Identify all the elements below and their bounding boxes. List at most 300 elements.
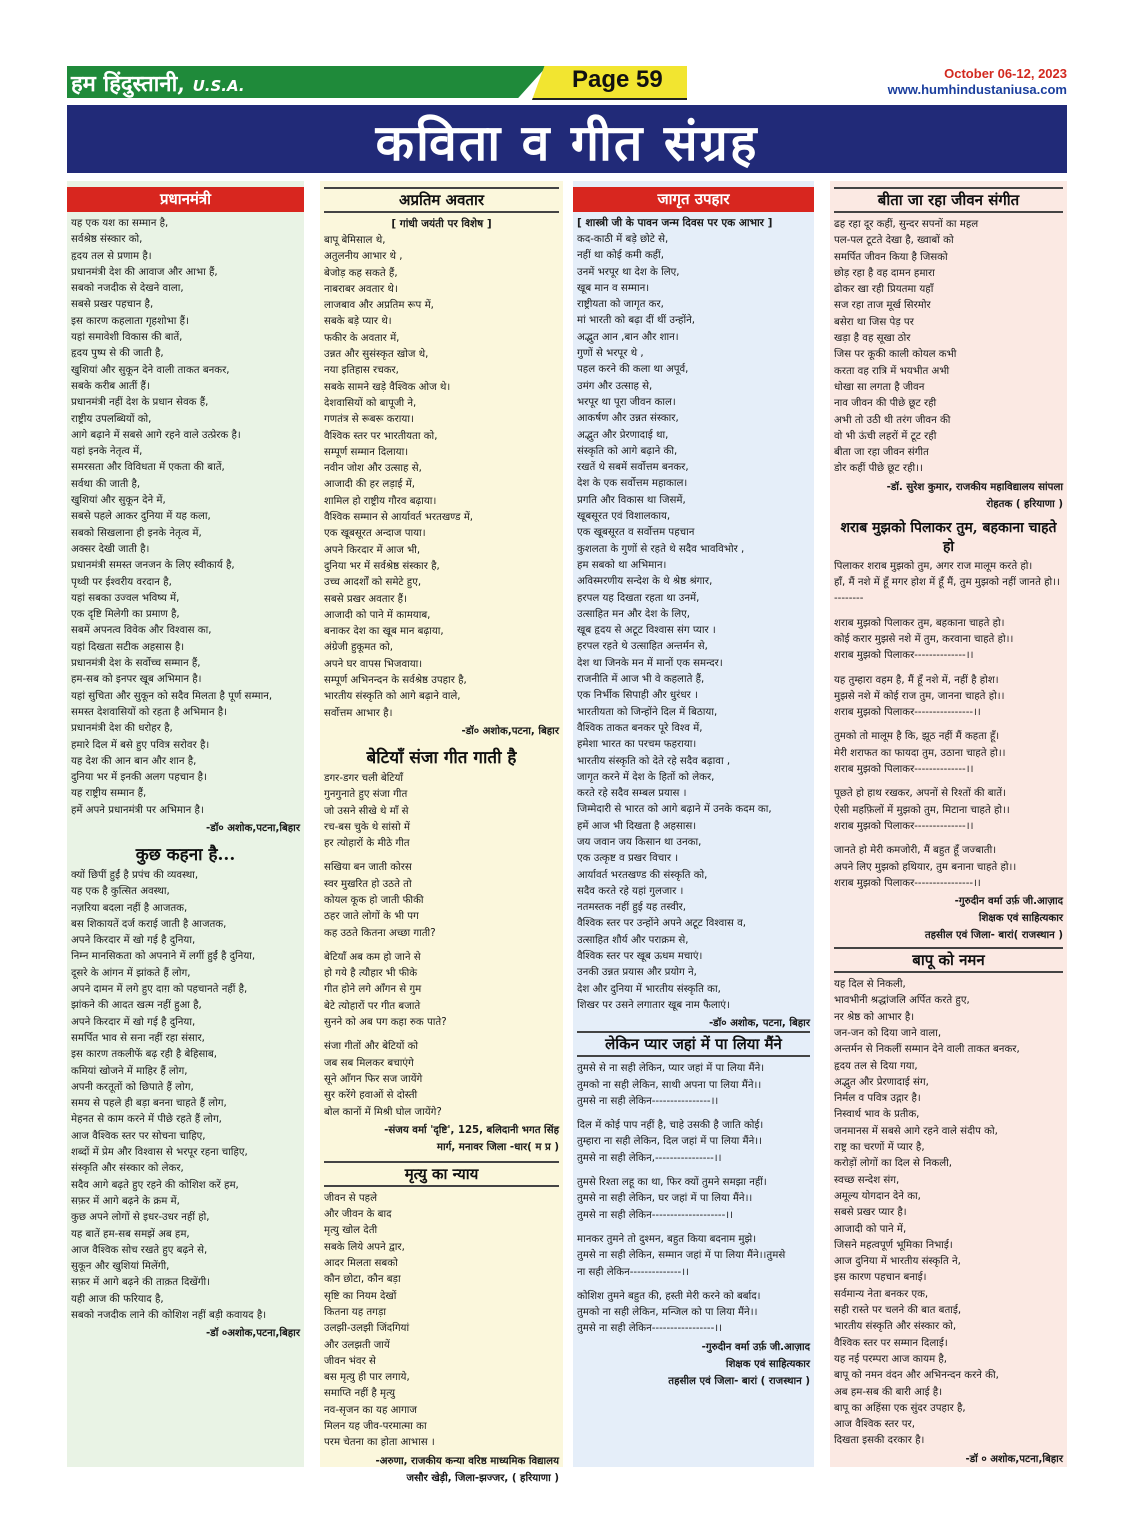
poem-line: मां भारती को बढ़ा दीं थीं उन्होंने, bbox=[577, 315, 695, 327]
poem-line: शराब मुझको पिलाकर----------------।। bbox=[834, 707, 981, 719]
poem-line: प्रधानमंत्री देश की धरोहर है, bbox=[71, 723, 173, 735]
poem-line: कोयल कूक हो जाती फीकी bbox=[324, 894, 424, 906]
poem-line: वैश्विक स्तर पर उन्होंने अपने अटूट विश्वास व, bbox=[577, 918, 747, 930]
poem-line: हृदय तल से प्रणाम है। bbox=[71, 250, 152, 262]
poem-line: वैश्विक सम्मान से आर्यावर्त भरतखण्ड में, bbox=[324, 512, 474, 524]
poem-line: उलझी-उलझी जिंदगियां bbox=[324, 1323, 410, 1335]
poem-line: जागृत करने में देश के हितों को लेकर, bbox=[577, 771, 715, 783]
poem-line: जिसने महत्वपूर्ण भूमिका निभाई। bbox=[834, 1239, 953, 1251]
poem-line: दूसरे के आंगन में झांकते हैं लोग, bbox=[71, 967, 191, 979]
poem-line: ठहर जाते लोगों के भी पग bbox=[324, 911, 419, 923]
poem-title-jagrit-uphar: जागृत उपहार bbox=[573, 187, 814, 212]
poem-line: आज वैश्विक सोच रखते हुए बढ़ने से, bbox=[71, 1244, 208, 1256]
poem-line: अपने दामन में लगे हुए दाग़ को पहचानते नहीं है, bbox=[71, 984, 248, 996]
poem-line: सर्वथा की जाती है, bbox=[71, 478, 141, 490]
column-1 bbox=[67, 181, 304, 1467]
poem-line: सही रास्ते पर चलने की बात बताई, bbox=[834, 1305, 962, 1317]
poem-note: [ गांधी जयंती पर विशेष ] bbox=[391, 218, 492, 230]
poem-line: नव-सृजन का यह आगाज bbox=[324, 1404, 417, 1416]
poem-line: डगर-डगर चली बेटियाँ bbox=[324, 772, 404, 784]
poem-line: और जीवन के बाद bbox=[324, 1209, 392, 1221]
poem-line: हरपल रहते थे उत्साहित अन्तर्मन से, bbox=[577, 641, 708, 653]
poem-line: गीत होने लगे आँगन से गुम bbox=[324, 984, 422, 996]
poem-line: भारतीय संस्कृति को देते रहे सदैव बढ़ावा , bbox=[577, 755, 731, 767]
poem-line: परम चेतना का होता आभास । bbox=[324, 1437, 435, 1449]
poem-line: भावभीनी श्रद्धांजलि अर्पित करते हुए, bbox=[834, 995, 970, 1007]
poem-line: रखतें थे सबमें सर्वोत्तम बनकर, bbox=[577, 462, 689, 474]
poem-line: गणतंत्र से रूबरू कराया। bbox=[324, 414, 414, 426]
poem-line: स्वच्छ सन्देश संग, bbox=[834, 1174, 900, 1186]
poem-line: हमें अपने प्रधानमंत्री पर अभिमान है। bbox=[71, 804, 204, 816]
poem-line: बेटे त्योहारों पर गीत बजाते bbox=[324, 1000, 421, 1012]
poem-line: यही आज की फरियाद है, bbox=[71, 1293, 164, 1305]
poem-line: मेहनत से काम करने में पीछे रहते हैं लोग, bbox=[71, 1114, 222, 1126]
poem-line: सूने आँगन फिर सज जायेंगे bbox=[324, 1073, 423, 1085]
poem-line: वो भी ऊंची लहरों में टूट रही bbox=[834, 430, 937, 442]
poem-line: नाव जीवन की पीछे छूट रही bbox=[834, 398, 937, 410]
poem-line: कौन छोटा, कौन बड़ा bbox=[324, 1274, 401, 1286]
poem-credit: -अरुणा, राजकीय कन्या वरिष्ठ माध्यमिक विद्यालय bbox=[375, 1455, 559, 1467]
poem-line: खूबसूरत एवं विशालकाय, bbox=[577, 511, 671, 523]
poem-line: बापू बेमिसाल थे, bbox=[324, 235, 386, 246]
poem-line: भारतीय संस्कृति और संस्कार को, bbox=[834, 1321, 957, 1333]
poem-line: कमियां खोजने में माहिर हैं लोग, bbox=[71, 1065, 188, 1077]
column-3 bbox=[573, 181, 814, 1467]
poem-line: यह दिल से निकली, bbox=[834, 979, 906, 991]
poem-line: तुमसे ना सही लेकिन,----------------।। bbox=[577, 1152, 722, 1164]
poem-line: बस शिकायतें दर्ज कराई जाती है आजतक, bbox=[71, 918, 227, 930]
poem-line: यहां दिखता सटीक अहसास है। bbox=[71, 641, 185, 653]
poem-mrityu bbox=[324, 1191, 559, 1452]
poem-pyar-stanza bbox=[577, 1118, 810, 1167]
poem-line: इस कारण तकलीफें बढ़ रही है बेहिसाब, bbox=[71, 1049, 217, 1061]
poem-line: संजा गीतों और बेटियों को bbox=[324, 1041, 419, 1053]
poem-line: कद-काठी में बड़े छोटे से, bbox=[577, 234, 669, 245]
poem-line: तुमको ना सही लेकिन, साथी अपना पा लिया मैंने।। bbox=[577, 1079, 762, 1091]
poem-line: यह देश की आन बान और शान है, bbox=[71, 755, 197, 767]
poem-line: देश था जिनके मन में मानों एक समन्दर। bbox=[577, 657, 723, 669]
poem-line: मेरी शराफत का फायदा तुम, उठाना चाहते हो।। bbox=[834, 747, 1006, 759]
poem-line: झांकने की आदत खत्म नहीं हुआ है, bbox=[71, 1000, 202, 1012]
poem-sharab-stanza bbox=[834, 673, 1063, 722]
poem-line: ढह रहा दूर कहीं, सुन्दर सपनों का महल bbox=[834, 219, 979, 230]
poem-title-apratim-avatar: अप्रतिम अवतार bbox=[324, 187, 559, 213]
poem-line: जीवन से पहले bbox=[324, 1192, 377, 1204]
poem-line: यह तुम्हारा वहम है, मैं हूँ नशे में, नहीं है होश। bbox=[834, 674, 999, 686]
poem-betiyan-stanza bbox=[324, 860, 559, 941]
poem-line: प्रधानमंत्री नहीं देश के प्रधान सेवक हैं, bbox=[71, 397, 209, 409]
poem-title-kuch-kehna: कुछ कहना है... bbox=[135, 844, 236, 865]
website-link[interactable]: www.humhindustaniusa.com bbox=[887, 82, 1067, 97]
poem-line: सबमें अपनत्व विवेक और विश्वास का, bbox=[71, 625, 212, 637]
column-2 bbox=[320, 181, 563, 1484]
poem-title-bapu-namam: बापू को नमन bbox=[834, 947, 1063, 973]
poem-credit: जसौर खेड़ी, जिला-झज्जर, ( हरियाणा ) bbox=[406, 1472, 559, 1484]
poem-line: मृत्यु खोल देती bbox=[324, 1225, 378, 1237]
poem-credit: -डॉ० अशोक,पटना,बिहार bbox=[206, 822, 300, 834]
poem-line: खड़ा है वह सूखा ठोर bbox=[834, 333, 911, 345]
poem-line: निस्वार्थ भाव के प्रतीक, bbox=[834, 1109, 920, 1121]
poem-line: सुनने को अब पग कहा रुक पाते? bbox=[324, 1017, 447, 1029]
poem-line: यह एक है कुत्सित अवस्था, bbox=[71, 886, 170, 898]
poem-line: गुनगुनाते हुए संजा गीत bbox=[324, 789, 408, 801]
poem-line: तुमसे ना सही लेकिन--------------------।। bbox=[577, 1209, 733, 1221]
poem-line: ढोकर खा रही प्रियतमा यहाँ bbox=[834, 284, 934, 296]
poem-line: बेटियाँ अब कम हो जाने से bbox=[324, 951, 421, 963]
poem-line: अंग्रेजी हुकूमत को, bbox=[324, 642, 394, 654]
poem-line: संस्कृति और संस्कार को लेकर, bbox=[71, 1163, 184, 1175]
poem-pyar-stanza bbox=[577, 1232, 810, 1281]
poem-line: प्रधानमंत्री देश की आवाज और आभा हैं, bbox=[71, 266, 218, 278]
poem-line: क्यों छिपीं हुईं है प्रपंच की व्यवस्था, bbox=[71, 869, 199, 881]
poem-line: वैश्विक स्तर पर भारतीयता को, bbox=[324, 430, 438, 442]
poem-line: डोर कहीं पीछे छूट रही।। bbox=[834, 463, 923, 475]
poem-line: नवीन जोश और उत्साह से, bbox=[324, 463, 422, 475]
poem-line: भरपूर था पूरा जीवन काल। bbox=[577, 396, 676, 408]
poem-line: अपने किरदार में आज भी, bbox=[324, 544, 421, 556]
poem-line: समर्पित भाव से सना नहीं रहा संसार, bbox=[71, 1032, 205, 1044]
poem-line: बापू को नमन वंदन और अभिनन्दन करने की, bbox=[834, 1370, 999, 1382]
poem-line: जन-जन को दिया जाने वाला, bbox=[834, 1027, 942, 1039]
poem-line: समस्त देशवासियों को रहता है अभिमान है। bbox=[71, 706, 228, 718]
poem-title-betiyan: बेटियाँ संजा गीत गाती है bbox=[366, 747, 517, 768]
poem-line: सम्पूर्ण सम्मान दिलाया। bbox=[324, 446, 409, 458]
poem-sharab-stanza bbox=[834, 843, 1063, 892]
poem-line: जनमानस में सबसे आगे रहने वाले संदीप को, bbox=[834, 1125, 998, 1137]
poem-line: करता वह रात्रि में भयभीत अभी bbox=[834, 365, 950, 377]
poem-line: हरपल यह दिखता रहता था उनमें, bbox=[577, 592, 700, 604]
poem-line: सखिया बन जाती कोरस bbox=[324, 862, 412, 874]
poem-line: सबसे पहले आकर दुनिया में यह कला, bbox=[71, 511, 211, 523]
poem-line: जब सब मिलकर बचाएंगे bbox=[324, 1057, 414, 1069]
poem-line: प्रगति और विकास था जिसमें, bbox=[577, 494, 686, 506]
poem-line: यह नई परम्परा आज कायम है, bbox=[834, 1353, 948, 1365]
poem-line: देशवासियों को बापूजी ने, bbox=[324, 397, 417, 409]
poem-credit: मार्ग, मनावर जिला -धार( म प्र ) bbox=[436, 1141, 559, 1153]
poem-line: खुशियां और सुकून देने वाली ताकत बनकर, bbox=[71, 364, 230, 376]
poem-line: हृदय तल से दिया गया, bbox=[834, 1060, 918, 1072]
poem-line: नया इतिहास रचकर, bbox=[324, 365, 399, 377]
poem-line: आज दुनिया में भारतीय संस्कृति ने, bbox=[834, 1256, 961, 1268]
poem-line: नाबराबर अवतार थे। bbox=[324, 283, 398, 295]
poem-pradhanmantri bbox=[71, 216, 300, 819]
poem-line: रच-बस चुके थे सांसो में bbox=[324, 821, 410, 833]
poem-credit: शिक्षक एवं साहित्यकार bbox=[978, 913, 1063, 925]
poem-betiyan-stanza bbox=[324, 771, 559, 852]
poem-line: आगे बढ़ाने में सबसे आगे रहने वाले उत्प्रेरक है। bbox=[71, 429, 241, 441]
poem-credit: -गुरुदीन वर्मा उर्फ़ जी.आज़ाद bbox=[701, 1341, 810, 1353]
poem-line: राष्ट्रीयता को जागृत कर, bbox=[577, 299, 664, 311]
poem-credit: -संजय वर्मा 'दृष्टि', 125, बलिदानी भगत सिंह bbox=[384, 1124, 559, 1136]
poem-line: कह उठते कितना अच्छा गाती? bbox=[324, 927, 436, 939]
poem-bapu-namam bbox=[834, 977, 1063, 1450]
poem-line: पिलाकर शराब मुझको तुम, अगर राज मालूम करते हो। bbox=[834, 560, 1033, 572]
poem-line: समरसता और विविधता में एकता की बातें, bbox=[71, 462, 225, 474]
poem-line: शिखर पर उसने लगातार खूब नाम फैलाएं। bbox=[577, 999, 730, 1011]
poem-line: हमारे दिल में बसे हुए पवित्र सरोवर है। bbox=[71, 739, 210, 751]
poem-line: सदैव आगे बढ़ते हुए रहने की कोशिश करें हम, bbox=[71, 1179, 239, 1191]
poem-line: ऐसी महफ़िलों में मुझको तुम, मिटाना चाहते हो।। bbox=[834, 804, 1010, 816]
poem-line: खुशियां और सुकून देने में, bbox=[71, 495, 166, 507]
poem-line: बीता जा रहा जीवन संगीत bbox=[834, 447, 929, 459]
poem-line: प्रधानमंत्री देश के सर्वोच्च सम्मान हैं, bbox=[71, 658, 201, 670]
poem-credit: -गुरुदीन वर्मा उर्फ़ जी.आज़ाद bbox=[954, 896, 1063, 908]
poem-betiyan-stanza bbox=[324, 950, 559, 1031]
poem-line: एक उत्कृष्ट व प्रखर विचार । bbox=[577, 853, 679, 865]
poem-line: ना सही लेकिन--------------।। bbox=[577, 1266, 689, 1278]
poem-line: उत्साहित शौर्य और पराक्रम से, bbox=[577, 934, 689, 946]
poem-line: हर त्योहारों के मीठे गीत bbox=[324, 838, 410, 850]
poem-line: निर्मल व पवित्र उद्गार है। bbox=[834, 1093, 921, 1105]
column-4 bbox=[830, 181, 1067, 1467]
poem-line: शामिल हो राष्ट्रीय गौरव बढ़ाया। bbox=[324, 495, 437, 507]
poem-line: तुमसे ना सही लेकिन-----------------।। bbox=[577, 1323, 722, 1335]
poem-line: पृथ्वी पर ईश्वरीय वरदान है, bbox=[71, 576, 172, 588]
poem-line: समय से पहले ही बड़ा बनना चाहते हैं लोग, bbox=[71, 1098, 227, 1110]
poem-line: एक खूबसूरत अन्दाज पाया। bbox=[324, 528, 426, 540]
poem-line: तुम्हारा ना सही लेकिन, दिल जहां में पा लिया मैंने।। bbox=[577, 1136, 763, 1148]
poem-line: समर्पित जीवन किया है जिसको bbox=[834, 251, 948, 263]
poem-line: आर्यावर्त भरतखण्ड की संस्कृति को, bbox=[577, 869, 708, 881]
poem-line: जिम्मेदारी से भारत को आगे बढ़ाने में उनके कदम का, bbox=[577, 804, 772, 816]
poem-line: सुर करेंगे हवाओं से दोस्ती bbox=[324, 1090, 418, 1102]
poem-line: सफ़र में आगे बढ़ने की ताक़त दिखेंगी। bbox=[71, 1277, 210, 1289]
poem-line: आजादी को पाने में, bbox=[834, 1223, 907, 1235]
poem-line: पल-पल टूटते देखा है, ख्वाबों को bbox=[834, 235, 954, 247]
poem-jagrit-uphar bbox=[577, 232, 810, 1014]
poem-line: हम-सब को इनपर खूब अभिमान है। bbox=[71, 674, 202, 686]
poem-line: बस मृत्यु ही पार लगाये, bbox=[324, 1372, 410, 1384]
poem-title-pradhanmantri: प्रधानमंत्री bbox=[67, 187, 304, 212]
poem-line: कोई करार मुझसे नशे में तुम, करवाना चाहते हो।। bbox=[834, 633, 1014, 645]
poem-line: बापू का अहिंसा एक सुंदर उपहार है, bbox=[834, 1402, 966, 1414]
poem-line: देश और दुनिया में भारतीय संस्कृति का, bbox=[577, 983, 721, 995]
poem-line: मानकर तुमने तो दुश्मन, बहुत किया बदनाम मुझे। bbox=[577, 1233, 757, 1245]
poem-line: कुछ अपने लोगों से इधर-उधर नहीं हो, bbox=[71, 1212, 210, 1224]
poem-line: जानते हो मेरी कमजोरी, मैं बहुत हूँ जज्बाती। bbox=[834, 845, 997, 857]
poem-line: तुमसे ना सही लेकिन, घर जहां में पा लिया मैंने।। bbox=[577, 1193, 753, 1205]
poem-line: तुमको तो मालूम है कि, झूठ नहीं मैं कहता हूँ। bbox=[834, 731, 1000, 743]
poem-line: शब्दों में प्रेम और विश्वास से भरपूर रहना चाहिए, bbox=[71, 1147, 248, 1159]
poem-line: आज वैश्विक स्तर पर सोचना चाहिए, bbox=[71, 1130, 206, 1142]
poem-line: एक निर्भीक सिपाही और धुरंधर । bbox=[577, 690, 698, 702]
poem-line: आदर मिलता सबको bbox=[324, 1258, 398, 1270]
poem-title-jeevan-sangeet: बीता जा रहा जीवन संगीत bbox=[834, 187, 1063, 213]
section-banner bbox=[67, 105, 1067, 173]
section-title: कविता व गीत संग्रह bbox=[375, 114, 759, 172]
poem-pyar-stanza bbox=[577, 1061, 810, 1110]
poem-line: तुमसे ना सही लेकिन, सम्मान जहां में पा लिया मैंने।।तुमसे bbox=[577, 1250, 786, 1262]
poem-line: उनमें भरपूर था देश के लिए, bbox=[577, 266, 680, 278]
poem-line: सबको नजदीक से देखने वाला, bbox=[71, 283, 184, 295]
poem-line: पहल करने की कला था अपूर्व, bbox=[577, 364, 689, 376]
poem-line: बेजोड़ कह सकते हैं, bbox=[324, 267, 398, 279]
poem-line: अपने किरदार में खो गई है दुनिया, bbox=[71, 935, 196, 947]
poem-line: इस कारण कहलाता गृहशोभा हैं। bbox=[71, 315, 189, 327]
poem-line: अद्भुत आन ,बान और शान। bbox=[577, 331, 679, 343]
poem-line: शराब मुझको पिलाकर----------------।। bbox=[834, 877, 981, 889]
poem-line: यहां समावेशी विकास की बातें, bbox=[71, 332, 183, 344]
poem-line: फकीर के अवतार में, bbox=[324, 332, 400, 344]
poem-line: लाजबाव और अप्रतिम रूप में, bbox=[324, 300, 434, 312]
poem-line: सबसे प्रखर प्यार है। bbox=[834, 1207, 907, 1219]
poem-line: अपने किरदार में खो गई है दुनिया, bbox=[71, 1016, 196, 1028]
poem-line: भारतीय संस्कृति को आगे बढ़ाने वाले, bbox=[324, 691, 461, 703]
poem-line: नतमस्तक नहीं हुई यह तस्वीर, bbox=[577, 902, 687, 914]
poem-line: समाप्ति नहीं है मृत्यु bbox=[324, 1388, 395, 1400]
poem-line: आजादी को पाने में कामयाब, bbox=[324, 609, 431, 621]
poem-line: तुमसे ना सही लेकिन----------------।। bbox=[577, 1095, 719, 1107]
poem-line: आकर्षण और उन्नत संस्कार, bbox=[577, 413, 679, 425]
poem-line: एक दृष्टि मिलेगी का प्रमाण है, bbox=[71, 609, 180, 621]
poem-line: पूछते हो हाथ रखकर, अपनों से रिश्तों की बातें। bbox=[834, 788, 1006, 800]
poem-line: सबसे प्रखर अवतार हैं। bbox=[324, 593, 407, 605]
poem-line: कुशलता के गुणों से रहते थे सदैव भावविभोर , bbox=[577, 543, 745, 555]
poem-pyar-stanza bbox=[577, 1175, 810, 1224]
poem-sharab-stanza bbox=[834, 786, 1063, 835]
poem-credit: तहसील एवं जिला- बारां( राजस्थान ) bbox=[924, 930, 1063, 942]
poem-line: उच्च आदर्शों को समेटे हुए, bbox=[324, 577, 422, 589]
poem-line: सर्वोत्तम आभार है। bbox=[324, 707, 393, 719]
brand-usa: U.S.A. bbox=[192, 77, 245, 95]
poem-line: जय जवान जय किसान था उनका, bbox=[577, 836, 702, 848]
poem-betiyan-stanza bbox=[324, 1039, 559, 1120]
poem-line: शराब मुझको पिलाकर--------------।। bbox=[834, 764, 974, 776]
poem-credit: -डॉ० अशोक,पटना, बिहार bbox=[461, 725, 559, 737]
poem-line: दुनिया भर में इनकी अलग पहचान है। bbox=[71, 772, 207, 784]
poem-line: हो गये है त्यौहार भी फीके bbox=[324, 968, 418, 980]
poem-line: अविस्मरणीय सन्देश के थे श्रेष्ठ श्रंगार, bbox=[577, 576, 713, 588]
poem-line: यहां सबका उज्वल भविष्य में, bbox=[71, 592, 180, 604]
poem-line: बनाकर देश का खूब मान बढ़ाया, bbox=[324, 626, 444, 638]
poem-line: सृष्टि का नियम देखों bbox=[324, 1290, 397, 1302]
poem-line: सज रहा ताज मूर्ख सिरमोर bbox=[834, 300, 931, 312]
page-header bbox=[67, 66, 1067, 100]
poem-line: अपने लिए मुझको हथियार, तुम बनाना चाहते हो।। bbox=[834, 861, 1017, 873]
poem-line: राजनीति में आज भी वे कहलाते हैं, bbox=[577, 674, 705, 686]
poem-line: कितना यह तगड़ा bbox=[324, 1306, 386, 1318]
poem-sharab-stanza bbox=[834, 729, 1063, 778]
poem-line: वैश्विक स्तर पर सम्मान दिलाई। bbox=[834, 1337, 948, 1349]
poem-line: तुमको ना सही लेकिन, मन्जिल को पा लिया मैंने।। bbox=[577, 1307, 758, 1319]
poem-line: सर्वमान्य नेता बनकर एक, bbox=[834, 1288, 929, 1300]
poem-line: सबको नजदीक लाने की कोशिश नहीं बड़ी कवायद है। bbox=[71, 1310, 267, 1321]
poem-line: दिल में कोई पाप नहीं है, चाहे उसकी है जाति कोई। bbox=[577, 1120, 764, 1132]
poem-line: हमें आज भी दिखता है अहसास। bbox=[577, 820, 697, 832]
poem-line: उनकी उन्नत प्रयास और प्रयोग ने, bbox=[577, 967, 697, 979]
poem-line: सुकून और खुशियां मिलेंगी, bbox=[71, 1261, 170, 1273]
poem-line: वैश्विक ताकत बनकर पूरे विश्व में, bbox=[577, 722, 703, 734]
poem-line: सदैव करते रहे यहां गुलजार । bbox=[577, 885, 684, 897]
poem-sharab-stanza bbox=[834, 616, 1063, 665]
poem-title-pyar: लेकिन प्यार जहां में पा लिया मैंने bbox=[577, 1031, 810, 1057]
poem-line: नहीं था कोई कमी कहीं, bbox=[577, 250, 664, 262]
poem-line: निम्न मानसिकता को अपनाने में लगीं हुईं है दुनिया, bbox=[71, 951, 256, 963]
poem-line: सबके बड़े प्यार थे। bbox=[324, 316, 392, 328]
poem-line: जीवन भंवर से bbox=[324, 1355, 376, 1367]
poem-credit: -डॉ ० अशोक,पटना,बिहार bbox=[965, 1453, 1063, 1465]
poem-line: दुनिया भर में सर्वश्रेष्ठ संस्कार है, bbox=[324, 560, 440, 572]
poem-line: शराब मुझको पिलाकर--------------।। bbox=[834, 820, 974, 832]
poem-line: अक्सर देखी जाती है। bbox=[71, 543, 150, 555]
poem-line: हाँ, मैं नशे में हूँ मगर होश में हूँ मैं, तुम मुझको नहीं जानते हो।। bbox=[834, 577, 1060, 589]
poem-credit: रोहतक ( हरियाणा ) bbox=[986, 498, 1063, 510]
brand-text: हम हिंदुस्तानी, bbox=[71, 71, 185, 97]
poem-line: यह राष्ट्रीय सम्मान हैं, bbox=[71, 788, 147, 800]
poem-line: उमंग और उत्साह से, bbox=[577, 380, 653, 392]
poem-line: संस्कृति को आगे बढ़ाने की, bbox=[577, 445, 678, 457]
poem-line: धोखा सा लगता है जीवन bbox=[834, 381, 925, 393]
poem-line: आजादी की हर लड़ाई में, bbox=[324, 479, 415, 491]
issue-date: October 06-12, 2023 bbox=[944, 66, 1067, 81]
poem-line: सबसे प्रखर पहचान है, bbox=[71, 299, 154, 311]
poem-line: खूब हृदय से अटूट विश्वास संग प्यार । bbox=[577, 625, 716, 637]
poem-line: भारतीयता को जिन्होंने दिल में बिठाया, bbox=[577, 706, 718, 718]
poem-line: आज वैश्विक स्तर पर, bbox=[834, 1419, 915, 1431]
poem-line: राष्ट्र का चरणों में प्यार है, bbox=[834, 1142, 925, 1154]
poem-line: गुणों से भरपूर थे , bbox=[577, 348, 644, 360]
poem-line: सबको सिखलाना ही इनके नेतृत्व में, bbox=[71, 527, 202, 539]
poem-jeevan-sangeet bbox=[834, 217, 1063, 478]
poem-line: यहां इनके नेतृत्व में, bbox=[71, 446, 143, 458]
publication-name bbox=[71, 68, 245, 98]
poem-line: अमूल्य योगदान देने का, bbox=[834, 1190, 921, 1202]
poem-line: सर्वश्रेष्ठ संस्कार को, bbox=[71, 234, 143, 246]
poem-line: नर श्रेष्ठ को आभार है। bbox=[834, 1011, 915, 1023]
poem-line: सफ़र में आगे बढ़ने के क्रम में, bbox=[71, 1195, 180, 1207]
poem-title-mrityu: मृत्यु का न्याय bbox=[324, 1161, 559, 1187]
poem-line: नज़रिया बदला नहीं है आजतक, bbox=[71, 902, 188, 914]
poem-line: -------- bbox=[834, 593, 864, 605]
poem-title-sharab: शराब मुझको पिलाकर तुम, बहकाना चाहते हो bbox=[840, 519, 1057, 555]
poem-line: मुझसे नशे में कोई राज तुम, जानना चाहते हो।। bbox=[834, 690, 1005, 702]
poem-line: करोड़ों लोगों का दिल से निकली, bbox=[834, 1158, 953, 1170]
poem-kuch-kehna bbox=[71, 868, 300, 1324]
poem-line: यह एक यश का सम्मान है, bbox=[71, 218, 169, 229]
poem-line: अभी तो उठी थी तरंग जीवन की bbox=[834, 414, 951, 426]
poem-line: हम सबको था अभिमान। bbox=[577, 559, 667, 571]
poem-line: अद्भुत और प्रेरणादाई था, bbox=[577, 429, 669, 441]
poem-line: वैश्विक स्तर पर खूब ऊधम मचाएं। bbox=[577, 951, 703, 963]
poem-line: कोशिश तुमने बहुत की, हस्ती मेरी करने को बर्बाद। bbox=[577, 1290, 761, 1302]
poem-line: खूब मान व सम्मान। bbox=[577, 282, 650, 294]
poem-line: उत्साहित मन और देश के लिए, bbox=[577, 608, 690, 620]
poem-line: स्वर मुखरित हो उठते तो bbox=[324, 878, 412, 890]
poem-line: उन्नत और सुसंस्कृत खोज थे, bbox=[324, 349, 429, 361]
poem-line: दिखता इसकी दरकार है। bbox=[834, 1435, 925, 1447]
poem-line: बसेरा था जिस पेड़ पर bbox=[834, 316, 914, 328]
poem-line: सम्पूर्ण अभिनन्दन के सर्वश्रेष्ठ उपहार है, bbox=[324, 675, 467, 687]
poem-line: हमेशा भारत का परचम फहराया। bbox=[577, 739, 697, 751]
poem-credit: -डॉ ०अशोक,पटना,बिहार bbox=[206, 1328, 300, 1340]
poem-line: यह बातें हम-सब समझें अब हम, bbox=[71, 1228, 190, 1240]
poem-line: छोड़ रहा है वह दामन हमारा bbox=[834, 267, 935, 279]
poem-line: हृदय पुष्प से की जाती है, bbox=[71, 348, 164, 360]
poem-line: अपनी करतूतों को छिपाते हैं लोग, bbox=[71, 1081, 194, 1093]
poem-line: सबके सामने खड़े वैश्विक ओज थे। bbox=[324, 381, 451, 393]
poem-line: अब हम-सब की बारी आई है। bbox=[834, 1386, 943, 1398]
poem-line: बोल कानों में मिश्री घोल जायेंगे? bbox=[324, 1106, 442, 1118]
poem-credit: तहसील एवं जिला- बारां ( राजस्थान ) bbox=[668, 1375, 810, 1387]
poem-line: देश के एक सर्वोत्तम महाकाल। bbox=[577, 478, 688, 490]
poem-line: जो उसने सीखे थे माँ से bbox=[324, 805, 409, 817]
poem-line: जिस पर कूकी काली कोयल कभी bbox=[834, 349, 957, 361]
poem-line: शराब मुझको पिलाकर--------------।। bbox=[834, 650, 974, 662]
poem-line: मिलन यह जीव-परमात्मा का bbox=[324, 1421, 427, 1432]
poem-credit: -डॉ० अशोक, पटना, बिहार bbox=[708, 1018, 810, 1030]
poem-line: अन्तर्मन से निकलीं सम्मान देने वाली ताकत बनकर, bbox=[834, 1044, 1020, 1056]
poem-line: सबके करीब आतीं हैं। bbox=[71, 380, 150, 392]
